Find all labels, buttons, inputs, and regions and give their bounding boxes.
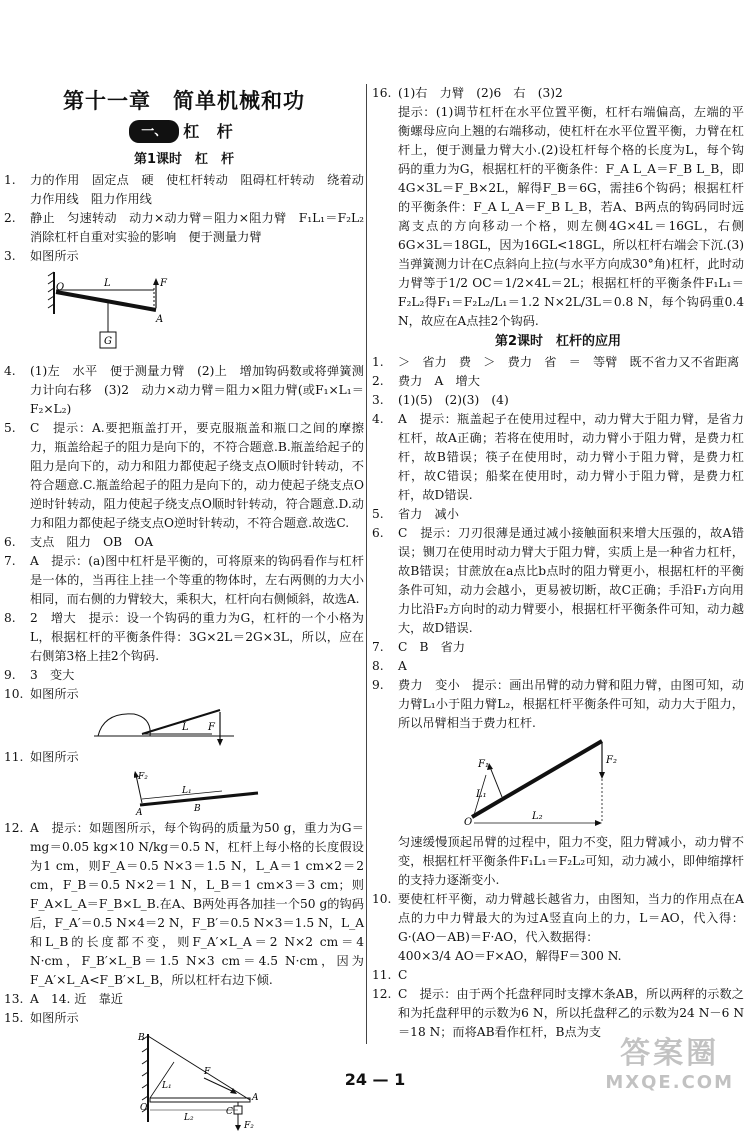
item-text: 400×3/4 AO＝F×AO，解得F＝300 N. [398, 949, 622, 963]
column-divider [366, 84, 367, 1044]
answer-item [4, 209, 377, 247]
watermark [605, 1028, 734, 1093]
answer-item [372, 353, 744, 372]
answer-item [4, 685, 364, 704]
item-number: 12. [372, 987, 392, 1001]
answer-item [4, 990, 364, 1009]
watermark-url: MXQE.COM [605, 1072, 734, 1093]
item-text: 如图所示 [30, 687, 79, 701]
item-text: ＞ 省力 费 ＞ 费力 省 ＝ 等臂 既不省力又不省距离 [398, 355, 740, 369]
answer-item [372, 391, 744, 410]
answer-item [372, 638, 744, 657]
fig10-label: L [182, 722, 189, 733]
item-text: 2 增大 提示：设一个钩码的重力为G，杠杆的一个小格为L，根据杠杆的平衡条件得：3G×2L＝2G×3L，所以，应在右侧第3格上挂2个钩码. [30, 611, 364, 663]
section-name: 杠 杆 [183, 122, 239, 141]
answer-item [4, 666, 364, 685]
item-number: 5. [372, 507, 384, 521]
answer-item [372, 657, 744, 676]
item-number: 11. [372, 968, 392, 982]
item-text: A 提示：(a)图中杠杆是平衡的，可将原来的钩码看作与杠杆是一体的，当再往上挂一个等重的物体时，左右两侧的力大小相同，而右侧的力臂较大，乘积大，杠杆向右侧倾斜，故选A. [30, 554, 364, 606]
item-text: 如图所示 [30, 1011, 79, 1025]
item-text: 费力 A 增大 [398, 374, 480, 388]
item-number: 6. [372, 526, 384, 540]
lesson1-title: 第1课时 杠 杆 [133, 152, 235, 167]
item-number: 7. [4, 554, 16, 568]
item-text: A 提示：如题图所示，每个钩码的质量为50 g，重力为G＝mg＝0.05 kg×10 N/kg＝0.5 N，杠杆上每小格的长度假设为1 cm，则F_A＝0.5 N×3＝1.5 N，L_A＝1 cm×2＝2 cm，F_B＝0.5 N×2＝1 N，L_B＝1 cm×3＝3 cm；则F_A×L_A＝F_B×L_B.在A、B两处再各加挂一个50 g的钩码后，F_A′＝0.5 N×4＝2 N，F_B′＝0.5 N×3＝1.5 N，L_A和L_B的长度都不变，则F_A′×L_A＝2 N×2 cm＝4 N·cm，F_B′×L_B＝1.5 N×3 cm＝4.5 N·cm，因为F_A′×L_A<F_B′×L_B，所以杠杆右边下倾. [30, 821, 364, 987]
answer-item [4, 748, 364, 767]
answer-item [372, 524, 744, 638]
fig3-label: G [104, 336, 112, 347]
answer-item [4, 552, 364, 609]
fig15-label: A [252, 1093, 259, 1103]
item-text: (1)左 水平 便于测量力臂 (2)上 增加钩码数或将弹簧测力计向右移 (3)2 动力×动力臂＝阻力×阻力臂(或F₁×L₁＝F₂×L₂) [30, 364, 364, 416]
item-text: C B 省力 [398, 640, 466, 654]
item-text: 提示：(1)调节杠杆在水平位置平衡，杠杆右端偏高，左端的平衡螺母应向上翘的右端移动，使杠杆在水平位置平衡，力臂在杠杆上，便于测量力臂大小.(2)设杠杆每个格的长度为L，每个钩码的重力为G，根据杠杆的平衡条件：F_A L_A＝F_B L_B，即4G×3L＝F_B×2L，解得F_B＝6G，需挂6个钩码；根据杠杆的平衡条件：F_A L_A＝F_B L_B，若A、B两点的钩码同时远离支点的方向移动一个格，则左侧4G×4L＝16GL，右侧6G×3L＝18GL，因为16GL<18GL，所以杠杆右端会下沉.(3)当弹簧测力计在C点斜向上拉(与水平方向成30°角)杠杆，此时动力臂等于1/2 OC＝1/2×4L＝2L；根据杠杆的平衡条件F₁L₁＝F₂L₂得F₁＝F₂L₂/L₁＝1.2 N×2L/3L＝0.8 N，每个钩码重0.4 N，故应在A点挂2个钩码. [398, 105, 744, 328]
item-number: 12. [4, 821, 24, 835]
item-number: 1. [372, 355, 384, 369]
answer-item [4, 819, 364, 990]
fig11-label: F₂ [138, 772, 148, 782]
lever-diagram-10 [94, 706, 234, 746]
item-text: 省力 减小 [398, 507, 459, 521]
fig11-label: B [194, 804, 201, 814]
answer-item [4, 533, 364, 552]
fig15-label: L₁ [162, 1081, 172, 1091]
item-text: 费力 变小 提示：画出吊臂的动力臂和阻力臂，由图可知，动力臂L₁小于阻力臂L₂，根据杠杆平衡条件可知，动力大于阻力，所以吊臂相当于费力杠杆. [398, 678, 744, 730]
item-text: A 14. 近 靠近 [30, 992, 123, 1006]
item-text: 支点 阻力 OB OA [30, 535, 154, 549]
answer-item [372, 84, 744, 103]
fig3-label: F [160, 278, 167, 289]
item-text: C [398, 968, 408, 982]
item-text: C 提示：由于两个托盘秤同时支撑木条AB，所以两秤的示数之和为托盘秤甲的示数为6 N，所以托盘秤乙的示数为24 N－6 N＝18 N；而将AB看作杠杆，B点为支 [398, 987, 744, 1039]
item-number: 9. [4, 668, 16, 682]
answer-item [372, 372, 744, 391]
answer-item [4, 609, 364, 666]
item-number: 8. [372, 659, 384, 673]
fig10-label: F [208, 722, 215, 733]
item-text: A [398, 659, 407, 673]
item-text: 3 变大 [30, 668, 75, 682]
answer-item [372, 966, 744, 985]
item-text: C 提示：刀刃很薄是通过减小接触面积来增大压强的，故A错误；铡刀在使用时动力臂大于阻力臂，实质上是一种省力杠杆，故B错误；甘蔗放在a点比b点时的阻力臂更小，根据杠杆的平衡条件可知，动力会越小，更易被切断，故C正确；手沿F₁方向用力比沿F₂方向时的动力臂要小，根据杠杆平衡条件可知，动力越大，故D错误. [398, 526, 744, 635]
item-number: 16. [372, 86, 392, 100]
fig-r9-label: L₂ [532, 811, 543, 822]
item-number: 2. [372, 374, 384, 388]
fig-r9-label: F₁ [478, 759, 489, 770]
item-number: 15. [4, 1011, 24, 1025]
item-number: 3. [372, 393, 384, 407]
item-text: C 提示：A.要把瓶盖打开，要克服瓶盖和瓶口之间的摩擦力，瓶盖给起子的阻力是向下的，不符合题意.B.瓶盖给起子的阻力是向下的，动力和阻力都使起子绕支点O顺时针转动，不符合题意.C.瓶盖给起子的阻力是向下的，动力使起子绕支点O逆时针转动，阻力使起子绕支点O顺时针转动，符合题意.D.动力和阻力都使起子绕支点O逆时针转动，不符合题意.故选C. [30, 421, 364, 530]
item-number: 5. [4, 421, 16, 435]
answer-item [4, 419, 364, 533]
fig11-label: A [136, 808, 143, 817]
lever-diagram-11 [134, 769, 264, 817]
watermark-logo-text: 答案圈 [620, 1036, 720, 1071]
answer-item [4, 171, 364, 209]
page-number: 24 — 1 [344, 1070, 406, 1089]
item-number: 4. [4, 364, 16, 378]
fig-r9-label: O [464, 817, 473, 828]
fig-r9-label: L₁ [476, 789, 487, 800]
item-text: (1)右 力臂 (2)6 右 (3)2 [398, 86, 563, 100]
fig15-label: F₂ [244, 1121, 254, 1131]
lesson2-title: 第2课时 杠杆的应用 [494, 334, 622, 349]
figure-3 [4, 268, 364, 360]
item-text: 静止 匀速转动 动力×动力臂＝阻力×阻力臂 F₁L₁＝F₂L₂ 消除杠杆自重对实验的影响 便于测量力臂 [30, 211, 377, 244]
fig3-label: A [156, 314, 164, 325]
figure-10 [4, 706, 364, 746]
item-number: 1. [4, 173, 16, 187]
section-badge: 一、 [129, 120, 179, 143]
answer-item [372, 410, 744, 505]
item-text: A 提示：瓶盖起子在使用过程中，动力臂大于阻力臂，是省力杠杆，故A正确；若将在使用时，动力臂小于阻力臂，是费力杠杆，故B错误；筷子在使用时，动力臂小于阻力臂，是费力杠杆，故C错误；船桨在使用时，动力臂小于阻力臂，是费力杠杆，故D错误. [398, 412, 744, 502]
answer-hint [372, 103, 744, 331]
fig3-label: O [56, 282, 65, 293]
item-text: 如图所示 [30, 249, 79, 263]
fig3-label: L [104, 278, 111, 289]
answer-item [372, 676, 744, 733]
answer-item [4, 1009, 364, 1028]
item-number: 7. [372, 640, 384, 654]
right-column [372, 84, 744, 1042]
item-text: 如图所示 [30, 750, 79, 764]
item-number: 4. [372, 412, 384, 426]
crane-lever-diagram [462, 735, 622, 831]
item-number: 13. [4, 992, 24, 1006]
item-number: 8. [4, 611, 16, 625]
fig11-label: L₁ [182, 786, 192, 796]
answer-hint [372, 947, 744, 966]
item-text: 要使杠杆平衡，动力臂越长越省力，由图知，当力的作用点在A点的力中力臂最大的为过A竖直向上的力，L＝AO，代入得：G·(AO－AB)＝F·AO，代入数据得： [398, 892, 744, 944]
chapter-title: 第十一章 简单机械和功 [63, 89, 305, 113]
item-number: 6. [4, 535, 16, 549]
fig15-label: C [226, 1107, 233, 1117]
item-number: 10. [372, 892, 392, 906]
answer-item [372, 890, 744, 947]
answer-item [4, 247, 364, 266]
fig15-label: F [204, 1067, 211, 1077]
item-text: 力的作用 固定点 硬 使杠杆转动 阻碍杠杆转动 绕着动力作用线 阻力作用线 [30, 173, 364, 206]
fig15-label: L₂ [184, 1113, 194, 1123]
item-number: 9. [372, 678, 384, 692]
fig15-label: O [140, 1103, 148, 1113]
figure-11 [4, 769, 364, 817]
answer-item [372, 505, 744, 524]
lever-diagram-3 [44, 268, 194, 360]
fig15-label: B [138, 1033, 145, 1043]
item-text: (1)(5) (2)(3) (4) [398, 393, 509, 407]
item-number: 2. [4, 211, 16, 225]
item-number: 10. [4, 687, 24, 701]
item-text: 匀速缓慢顶起吊臂的过程中，阻力不变，阻力臂减小，动力臂不变，根据杠杆平衡条件F₁L₁＝F₂L₂可知，动力减小，即伸缩撑杆的支持力逐渐变小. [398, 835, 744, 887]
item-number: 3. [4, 249, 16, 263]
section-title [4, 120, 364, 144]
answer-hint [372, 833, 744, 890]
item-number: 11. [4, 750, 24, 764]
fig-r9-label: F₂ [606, 755, 617, 766]
figure-r9 [372, 735, 744, 831]
answer-item [4, 362, 364, 419]
